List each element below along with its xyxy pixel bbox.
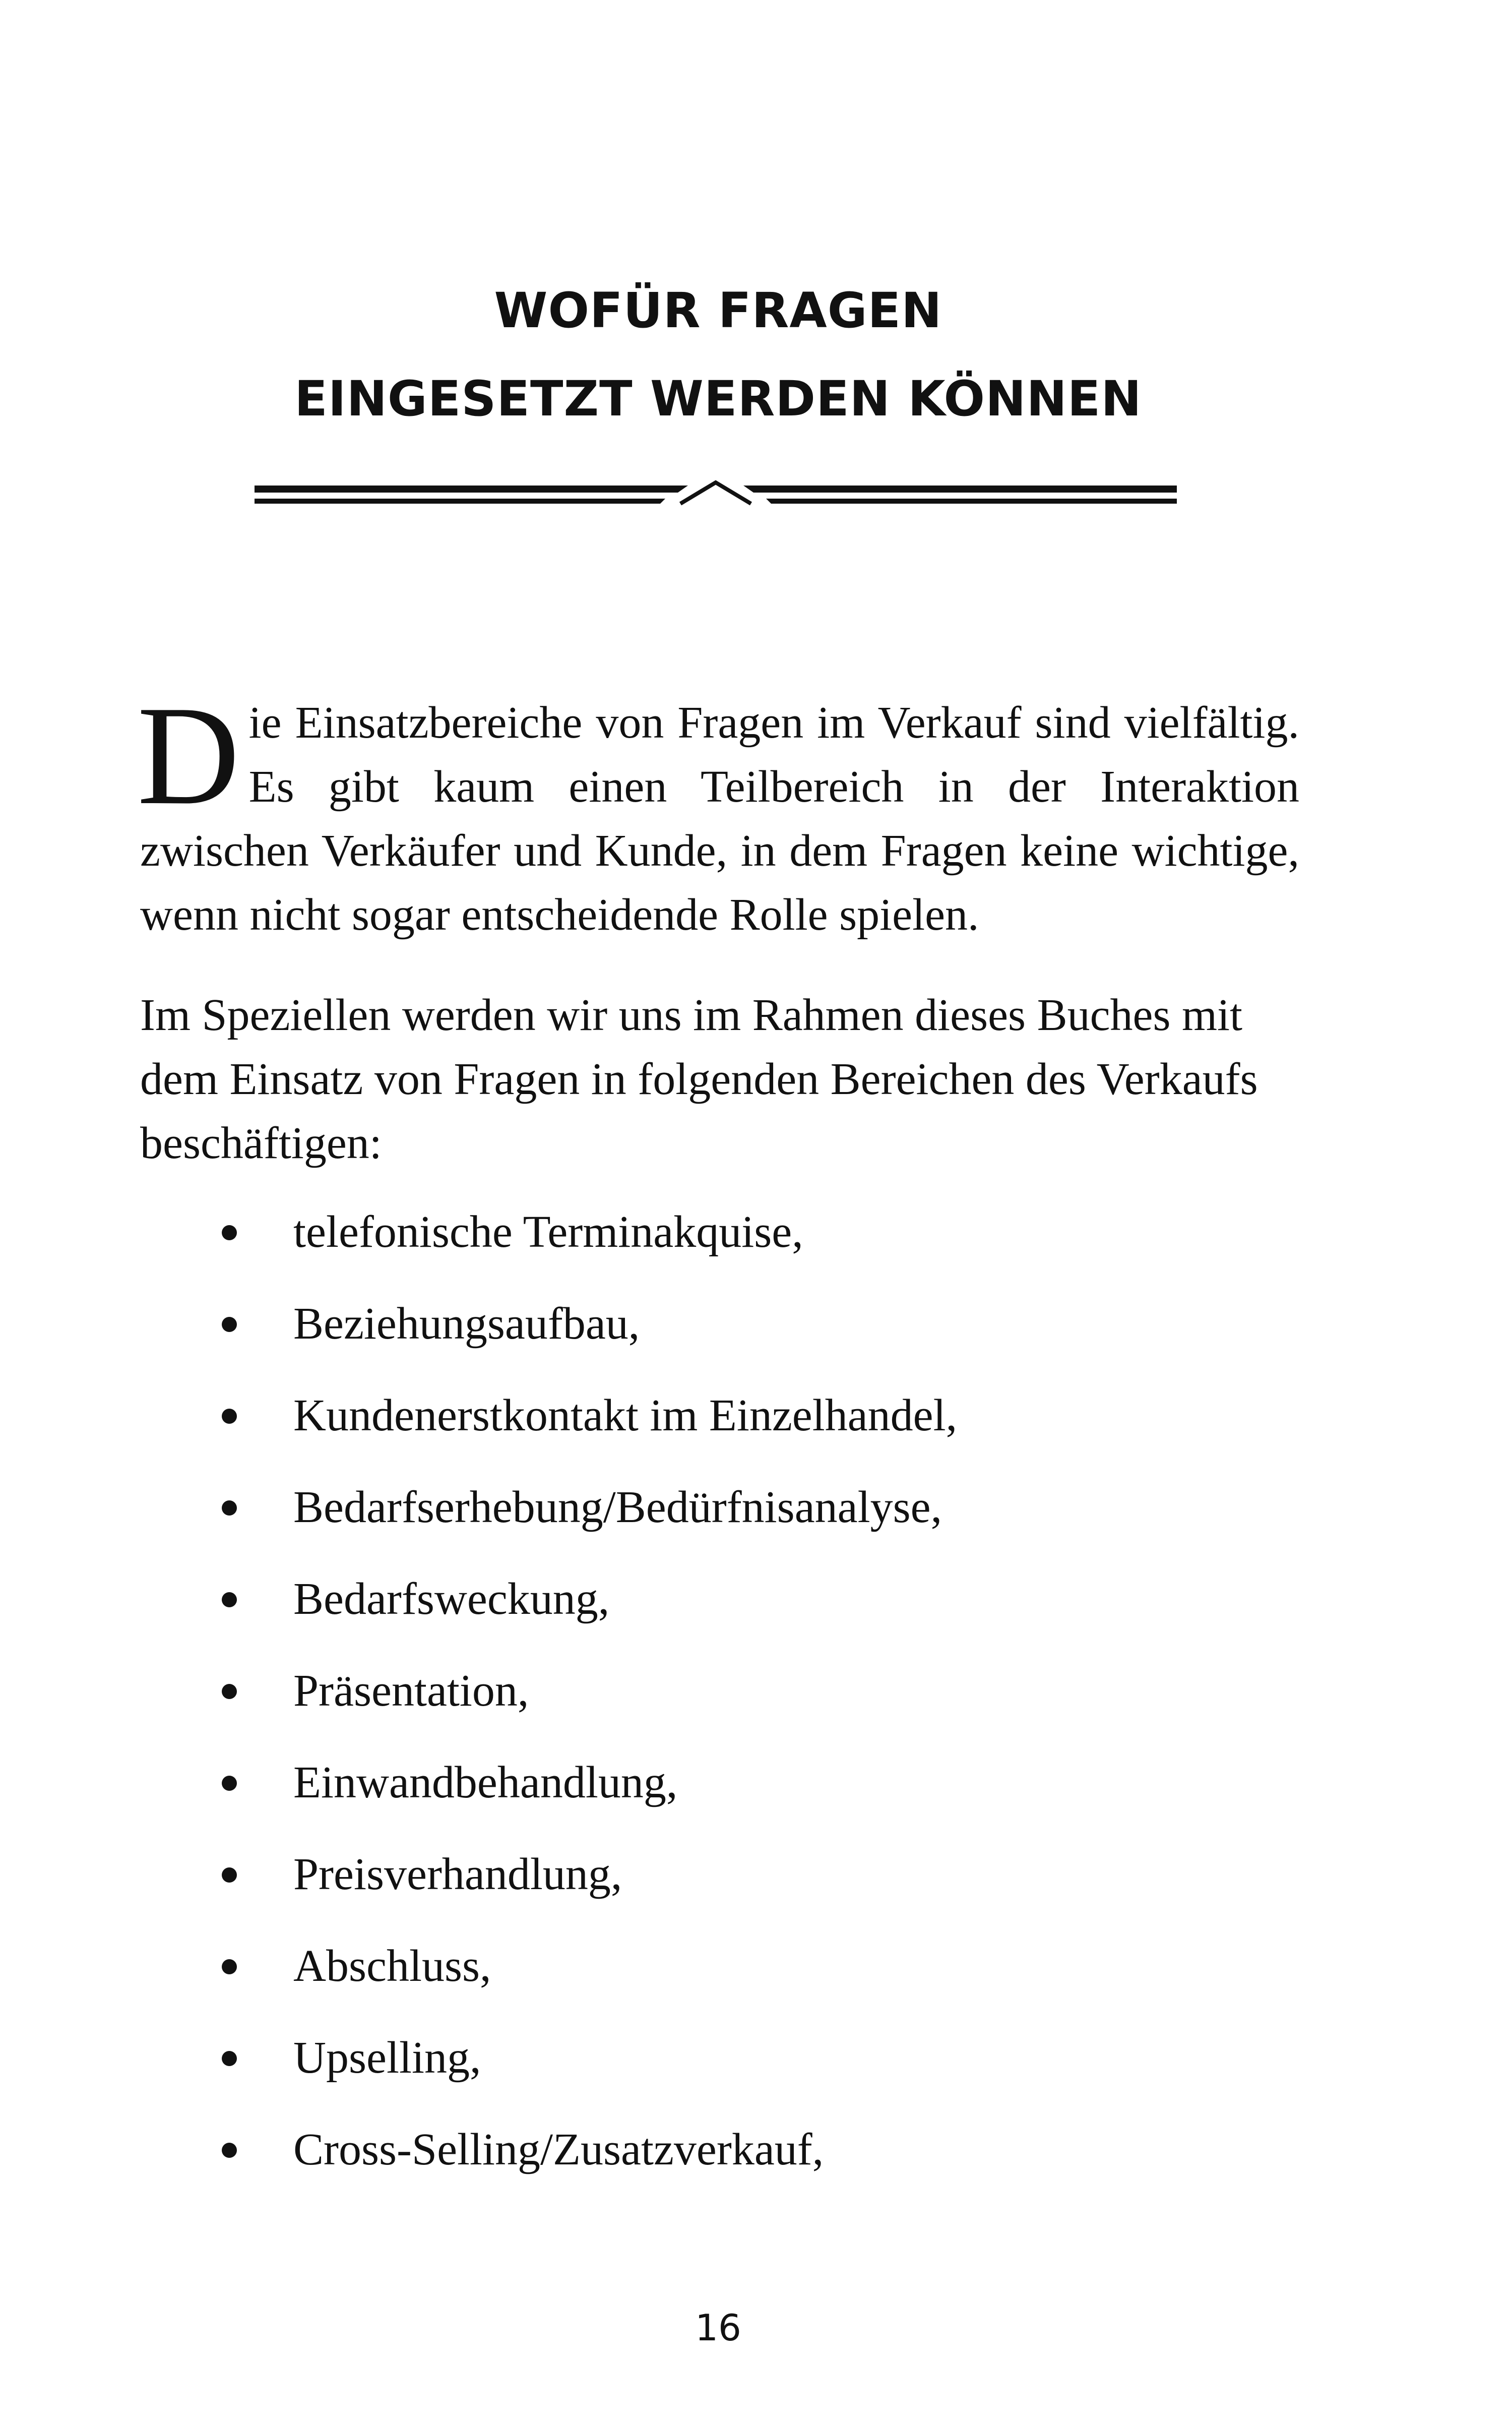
list-item-text: Preisverhandlung, [293, 1849, 622, 1899]
list-item [0, 2118, 1512, 2209]
list-item-text: Präsentation, [293, 1666, 529, 1716]
intro-paragraph-text: ie Einsatzbereiche von Fragen im Verkauf sind vielfältig. Es gibt kaum einen Teilbereich in der Interaktion zwischen Verkäufer und Kunde, in dem Fragen keine wichtige, wenn nicht sogar entscheidende Rolle spielen. [140, 698, 1299, 940]
list-item-text: Upselling, [293, 2033, 481, 2083]
bullet-icon [222, 1684, 237, 1699]
ornament-left-upper-bar [255, 486, 688, 493]
chapter-title-line-1: WOFÜR FRAGEN [494, 282, 942, 339]
list-item-text: Bedarfsweckung, [293, 1574, 610, 1624]
bullet-icon [222, 1317, 237, 1332]
bullet-icon [222, 1592, 237, 1607]
drop-cap: D [137, 677, 240, 834]
list-item [0, 1475, 1512, 1567]
list-item [0, 1934, 1512, 2026]
list-item-text: telefonische Terminakquise, [293, 1207, 803, 1257]
intro-paragraph [137, 677, 1299, 947]
list-item [0, 1292, 1512, 1383]
ornament-right-lower-bar [766, 499, 1177, 504]
bullet-icon [222, 1409, 237, 1424]
list-item-text: Abschluss, [293, 1941, 491, 1991]
list-item [0, 1567, 1512, 1659]
list-item [0, 1383, 1512, 1475]
chapter-title-line-2: EINGESETZT WERDEN KÖNNEN [294, 371, 1142, 427]
second-paragraph: Im Speziellen werden wir uns im Rahmen dieses Buches mit dem Einsatz von Fragen in folgenden Bereichen des Verkaufs beschäftigen: [140, 990, 1258, 1168]
ornament-left-lower-bar [255, 499, 665, 504]
list-item [0, 1842, 1512, 1934]
list-item [0, 1659, 1512, 1750]
bullet-icon [222, 2051, 237, 2066]
list-item [0, 2026, 1512, 2118]
list-item [0, 1750, 1512, 1842]
page-number: 16 [695, 2307, 741, 2349]
bullet-icon [222, 1225, 237, 1240]
bullet-icon [222, 1500, 237, 1516]
bullet-icon [222, 2143, 237, 2158]
bullet-icon [222, 1867, 237, 1883]
list-item-text: Kundenerstkontakt im Einzelhandel, [293, 1390, 958, 1440]
ornament-chevron [680, 482, 751, 504]
list-item-text: Bedarfserhebung/Bedürfnisanalyse, [293, 1482, 942, 1532]
list-item-text: Cross-Selling/Zusatzverkauf, [293, 2125, 824, 2174]
bullet-icon [222, 1959, 237, 1974]
bullet-icon [222, 1776, 237, 1791]
ornament-right-upper-bar [743, 486, 1177, 493]
sales-areas-list [0, 1200, 1512, 2209]
list-item [0, 1200, 1512, 1292]
ornament-divider [255, 476, 1177, 512]
list-item-text: Beziehungsaufbau, [293, 1299, 640, 1349]
list-item-text: Einwandbehandlung, [293, 1758, 678, 1807]
